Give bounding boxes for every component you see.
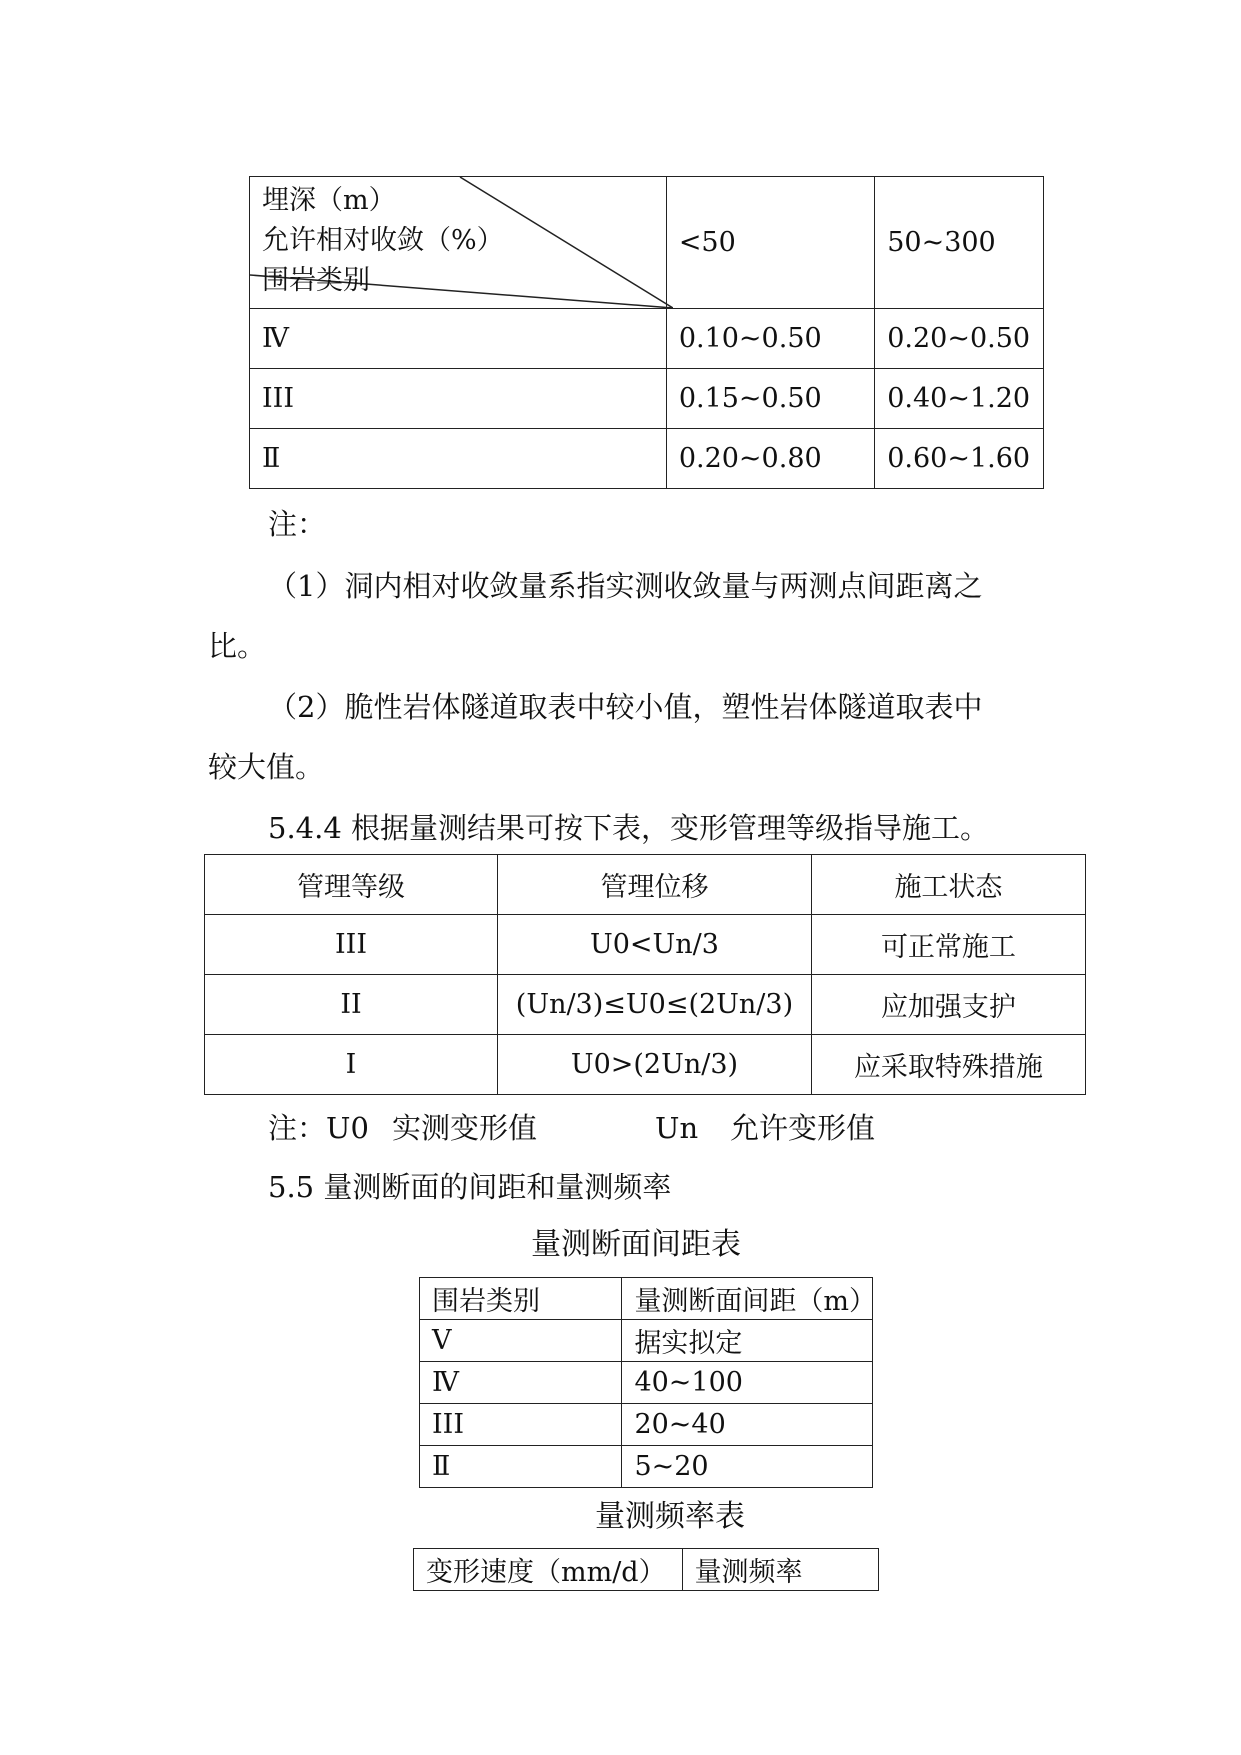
header-rock-class: 围岩类别 [420,1278,622,1320]
header-measurement-frequency: 量测频率 [682,1549,878,1591]
management-level: II [205,975,498,1035]
construction-status: 应采取特殊措施 [811,1035,1085,1095]
section-spacing-table [419,1277,877,1488]
table-header-row [420,1278,873,1320]
rock-class: Ⅳ [420,1362,622,1404]
rock-class: Ⅱ [250,429,667,489]
header-depth-50-300: 50~300 [875,177,1044,309]
header-management-level: 管理等级 [205,855,498,915]
management-level: III [205,915,498,975]
section-spacing: 5~20 [622,1446,873,1488]
management-displacement: (Un/3)≤U0≤(2Un/3) [498,975,812,1035]
table-row [420,1362,873,1404]
header-construction-status: 施工状态 [811,855,1085,915]
rock-class: III [250,369,667,429]
section-5-4-4: 5.4.4 根据量测结果可按下表，变形管理等级指导施工。 [268,811,990,845]
table-row [250,429,1044,489]
rock-class: Ⅴ [420,1320,622,1362]
section-spacing: 20~40 [622,1404,873,1446]
table-header-row [205,855,1086,915]
header-deformation-rate: 变形速度（mm/d） [414,1549,683,1591]
value-lt50: 0.20~0.80 [666,429,874,489]
value-50-300: 0.20~0.50 [875,309,1044,369]
note-un-definition: 允许变形值 [730,1111,876,1145]
rock-class: Ⅳ [250,309,667,369]
table-row [420,1404,873,1446]
table-row [420,1446,873,1488]
header-section-spacing: 量测断面间距（m） [622,1278,873,1320]
table-row [205,975,1086,1035]
note-2-line-2: 较大值。 [208,750,325,784]
table-row [250,369,1044,429]
table4-caption: 量测频率表 [595,1499,745,1534]
table-header-row [250,177,1044,309]
management-displacement: U0<Un/3 [498,915,812,975]
section-5-5: 5.5 量测断面的间距和量测频率 [268,1170,672,1204]
measurement-frequency-table [413,1548,879,1591]
note-u0-definition: 实测变形值 [392,1111,538,1145]
table-row [420,1320,873,1362]
table-row [250,309,1044,369]
value-lt50: 0.10~0.50 [666,309,874,369]
construction-status: 应加强支护 [811,975,1085,1035]
note-un: Un [655,1111,699,1145]
header-depth-lt50: <50 [666,177,874,309]
table-row [205,915,1086,975]
note-2-label: 注：U0 [268,1111,369,1145]
table3-caption: 量测断面间距表 [531,1227,741,1262]
value-50-300: 0.60~1.60 [875,429,1044,489]
header-depth: 埋深（m） [262,185,396,216]
value-50-300: 0.40~1.20 [875,369,1044,429]
header-allowed-convergence: 允许相对收敛（%） [262,225,504,256]
diagonal-header-cell [250,177,667,309]
rock-class: Ⅱ [420,1446,622,1488]
header-rock-class: 围岩类别 [262,265,370,296]
management-level: Ⅰ [205,1035,498,1095]
note-1-line-2: 比。 [208,629,267,663]
rock-class: III [420,1404,622,1446]
note-label: 注： [268,507,327,541]
section-spacing: 40~100 [622,1362,873,1404]
construction-status: 可正常施工 [811,915,1085,975]
note-1-line-1: （1）洞内相对收敛量系指实测收敛量与两测点间距离之 [268,569,983,603]
section-spacing: 据实拟定 [622,1320,873,1362]
table-header-row [414,1549,879,1591]
deformation-management-table [204,854,1086,1095]
header-management-displacement: 管理位移 [498,855,812,915]
table-row [205,1035,1086,1095]
note-2-line-1: （2）脆性岩体隧道取表中较小值，塑性岩体隧道取表中 [268,690,983,724]
value-lt50: 0.15~0.50 [666,369,874,429]
management-displacement: U0>(2Un/3) [498,1035,812,1095]
convergence-table [249,176,1044,489]
